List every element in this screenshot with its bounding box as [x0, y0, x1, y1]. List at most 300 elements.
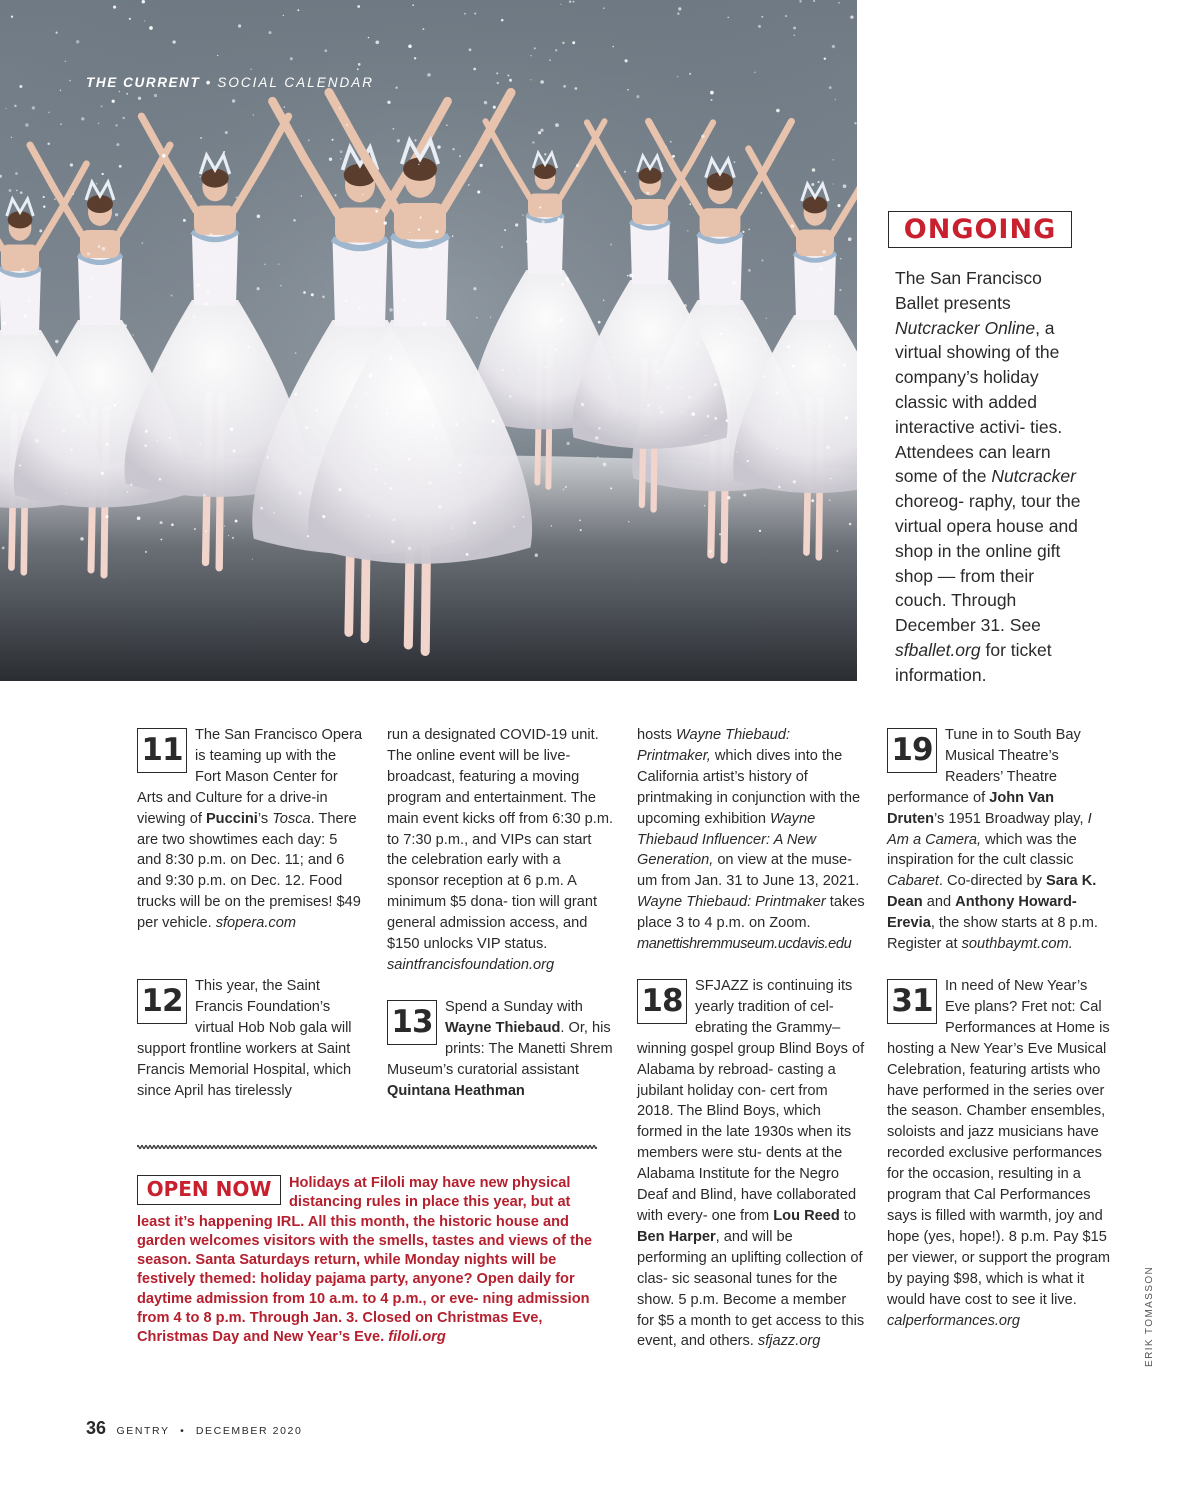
snowflake	[438, 505, 442, 509]
snowflake	[379, 283, 380, 284]
snowflake	[102, 173, 104, 175]
snowflake	[848, 237, 852, 241]
snowflake	[624, 59, 627, 62]
snowflake	[113, 6, 116, 9]
date-number: 31	[887, 979, 937, 1024]
page-footer	[86, 1418, 302, 1439]
snowflake	[573, 1, 575, 3]
snowflake	[838, 2, 839, 3]
snowflake	[677, 12, 679, 14]
snowflake	[692, 412, 696, 416]
snowflake	[778, 421, 780, 423]
snowflake	[39, 229, 42, 232]
snowflake	[401, 246, 403, 248]
snowflake	[501, 19, 504, 22]
snowflake	[334, 194, 336, 196]
snowflake	[43, 205, 45, 207]
snowflake	[455, 423, 458, 426]
snowflake	[414, 139, 416, 141]
snowflake	[473, 287, 476, 290]
snowflake	[704, 505, 706, 507]
snowflake	[689, 73, 691, 75]
snowflake	[452, 148, 454, 150]
snowflake	[540, 129, 543, 132]
snowflake	[532, 141, 534, 143]
col3-link[interactable]: manettishremmuseum.ucdavis.edu	[637, 936, 852, 953]
col3-i1: Wayne Thiebaud: Printmaker,	[637, 727, 791, 764]
snowflake	[422, 28, 424, 30]
snowflake	[837, 204, 840, 207]
snowflake	[668, 387, 670, 389]
snowflake	[791, 224, 794, 227]
snowflake	[761, 259, 763, 261]
ongoing-t3: , a virtual showing of the company’s holiday classic with added interactive activi- ties. Attendees can learn some of the	[895, 317, 1063, 487]
snowflake	[811, 183, 814, 186]
e19-t6: , the show starts at 8 p.m. Register at	[887, 915, 1098, 953]
snowflake	[561, 283, 564, 286]
e19-b3: Anthony Howard- Erevia	[887, 894, 1077, 932]
snowflake	[697, 343, 700, 346]
snowflake	[610, 244, 612, 246]
snowflake	[504, 229, 506, 231]
snowflake	[627, 89, 629, 91]
snowflake	[11, 16, 13, 18]
snowflake	[105, 442, 109, 446]
snowflake	[624, 171, 626, 173]
snowflake	[315, 409, 317, 411]
snowflake	[688, 396, 691, 399]
e11-link[interactable]: sfopera.com	[215, 915, 296, 932]
snowflake	[766, 318, 767, 319]
snowflake	[761, 16, 763, 18]
snowflake	[145, 551, 147, 553]
col3-t2: which dives into the California artist’s history of printmaking in conjunction with the upcoming exhibition	[637, 747, 861, 827]
snowflake	[603, 7, 605, 9]
e11-t2: ’s	[257, 810, 273, 827]
snowflake	[836, 550, 838, 552]
snowflake	[569, 0, 571, 2]
snowflake	[799, 0, 801, 2]
snowflake	[369, 374, 373, 378]
snowflake	[565, 486, 567, 488]
snowflake	[660, 411, 663, 414]
hero-photo	[0, 0, 857, 681]
snowflake	[366, 391, 369, 394]
magazine-name: GENTRY	[116, 1425, 170, 1437]
snowflake	[205, 303, 208, 306]
snowflake	[613, 46, 614, 47]
open-now-label: OPEN NOW	[137, 1175, 281, 1205]
ongoing-link[interactable]: sfballet.org	[895, 639, 981, 660]
snowflake	[720, 333, 722, 335]
snowflake	[613, 357, 615, 359]
snowflake	[748, 269, 751, 272]
snowflake	[849, 523, 852, 526]
snowflake	[409, 232, 410, 233]
ongoing-text	[895, 266, 1090, 688]
snowflake	[726, 419, 729, 422]
snowflake	[464, 13, 466, 15]
snowflake	[88, 296, 92, 300]
snowflake	[468, 184, 470, 186]
snowflake	[403, 298, 406, 301]
column-3-text	[637, 725, 865, 955]
snowflake	[183, 219, 186, 222]
open-now-link[interactable]: filoli.org	[388, 1329, 446, 1346]
snowflake	[665, 146, 666, 147]
col3-t3: on view at the muse- um from Jan. 31 to June 13, 2021.	[637, 852, 860, 890]
snowflake	[217, 55, 218, 56]
snowflake	[817, 181, 819, 183]
snowflake	[236, 196, 238, 198]
snowflake	[629, 274, 633, 278]
snowflake	[575, 87, 578, 90]
snowflake	[47, 143, 50, 146]
snowflake	[845, 416, 849, 420]
snowflake	[223, 151, 225, 153]
snowflake	[390, 487, 393, 490]
snowflake	[119, 91, 121, 93]
snowflake	[35, 439, 39, 443]
entry-19	[887, 725, 1115, 955]
snowflake	[459, 464, 462, 467]
snowflake	[743, 493, 746, 496]
e18-t2: to	[839, 1207, 856, 1224]
snowflake	[490, 317, 491, 318]
snowflake	[76, 40, 79, 43]
snowflake	[56, 32, 58, 34]
snowflake	[701, 134, 705, 138]
snowflake	[21, 268, 24, 271]
photo-credit: ERIK TOMASSON	[1144, 1265, 1155, 1367]
snowflake	[539, 207, 541, 209]
snowflake	[297, 9, 299, 11]
snowflake	[339, 107, 341, 109]
snowflake	[427, 73, 431, 77]
snowflake	[60, 90, 61, 91]
snowflake	[389, 308, 393, 312]
snowflake	[787, 345, 790, 348]
e13-b1: Wayne Thiebaud	[445, 1019, 561, 1036]
snowflake	[24, 314, 27, 317]
snowflake	[130, 484, 132, 486]
e13-t2: . Or, his prints: The Manetti Shrem Museum’s curatorial assistant	[387, 1019, 613, 1078]
snowflake	[358, 307, 361, 310]
snowflake	[554, 348, 557, 351]
snowflake	[595, 436, 598, 439]
e19-t5: and	[922, 894, 956, 911]
snowflake	[137, 516, 141, 520]
snowflake	[264, 264, 266, 266]
snowflake	[776, 109, 780, 113]
snowflake	[647, 404, 649, 406]
snowflake	[491, 419, 495, 423]
snowflake	[295, 393, 298, 396]
snowflake	[657, 370, 660, 373]
squiggle-divider	[137, 1142, 597, 1152]
snowflake	[2, 546, 5, 549]
snowflake	[840, 258, 841, 259]
snowflake	[839, 289, 841, 291]
snowflake	[170, 294, 172, 296]
ballet-illustration	[0, 0, 857, 681]
snowflake	[160, 539, 162, 541]
snowflake	[232, 99, 235, 102]
snowflake	[253, 114, 254, 115]
snowflake	[144, 20, 145, 21]
snowflake	[145, 430, 148, 433]
snowflake	[250, 68, 252, 70]
col3-i3: Wayne Thiebaud: Printmaker	[637, 894, 826, 911]
snowflake	[305, 426, 308, 429]
snowflake	[359, 252, 361, 254]
snowflake	[710, 91, 714, 95]
snowflake	[54, 198, 56, 200]
snowflake	[754, 340, 756, 342]
snowflake	[484, 101, 487, 104]
snowflake	[681, 411, 682, 412]
snowflake	[431, 423, 434, 426]
snowflake	[560, 4, 561, 5]
snowflake	[387, 101, 390, 104]
snowflake	[391, 540, 395, 544]
snowflake	[69, 80, 71, 82]
snowflake	[425, 392, 428, 395]
snowflake	[295, 352, 296, 353]
snowflake	[11, 137, 13, 139]
snowflake	[420, 216, 422, 218]
snowflake	[15, 172, 18, 175]
snowflake	[55, 340, 58, 343]
snowflake	[747, 460, 749, 462]
snowflake	[64, 61, 66, 63]
snowflake	[727, 496, 730, 499]
snowflake	[199, 176, 201, 178]
snowflake	[301, 195, 302, 196]
snowflake	[433, 426, 435, 428]
snowflake	[322, 515, 325, 518]
snowflake	[368, 37, 369, 38]
snowflake	[793, 480, 796, 483]
snowflake	[119, 165, 122, 168]
snowflake	[493, 106, 496, 109]
snowflake	[325, 49, 328, 52]
snowflake	[101, 472, 104, 475]
e18-t3: , and will be performing an uplifting collection of clas- sic seasonal tunes for the show. 5 p.m. Become a member for $5 a month to get access to this event, and others.	[637, 1228, 865, 1350]
snowflake	[428, 481, 431, 484]
snowflake	[8, 189, 11, 192]
snowflake	[257, 287, 260, 290]
snowflake	[418, 228, 420, 230]
snowflake	[116, 143, 119, 146]
snowflake	[501, 246, 502, 247]
snowflake	[829, 86, 832, 89]
snowflake	[732, 281, 735, 284]
snowflake	[278, 263, 280, 265]
e11-t1: The San Francisco Opera is teaming up with the Fort Mason Center for Arts and Culture for a drive-in viewing of	[137, 727, 363, 827]
snowflake	[435, 230, 438, 233]
snowflake	[25, 123, 29, 127]
snowflake	[193, 315, 196, 318]
snowflake	[384, 221, 387, 224]
snowflake	[3, 322, 6, 325]
snowflake	[572, 41, 575, 44]
snowflake	[603, 300, 604, 301]
snowflake	[114, 404, 117, 407]
snowflake	[161, 362, 163, 364]
snowflake	[338, 488, 341, 491]
snowflake	[236, 327, 238, 329]
snowflake	[660, 167, 663, 170]
snowflake	[199, 444, 201, 446]
snowflake	[530, 79, 531, 80]
date-number: 12	[137, 979, 187, 1024]
snowflake	[207, 364, 209, 366]
snowflake	[683, 304, 687, 308]
snowflake	[549, 59, 551, 61]
snowflake	[159, 365, 161, 367]
snowflake	[298, 491, 301, 494]
snowflake	[628, 521, 629, 522]
ongoing-title: Nutcracker Online	[895, 317, 1036, 338]
snowflake	[87, 252, 90, 255]
date-number: 19	[887, 728, 937, 773]
entry-13	[387, 997, 615, 1102]
e31-link[interactable]: calperformances.org	[887, 1312, 1021, 1329]
snowflake	[126, 93, 128, 95]
snowflake	[437, 145, 440, 148]
snowflake	[734, 161, 735, 162]
snowflake	[477, 190, 480, 193]
snowflake	[329, 158, 332, 161]
snowflake	[762, 375, 764, 377]
snowflake	[670, 141, 672, 143]
snowflake	[636, 95, 639, 98]
snowflake	[393, 518, 396, 521]
snowflake	[196, 283, 200, 287]
e19-link[interactable]: southbaymt.com.	[961, 936, 1073, 953]
snowflake	[142, 0, 145, 3]
snowflake	[793, 27, 796, 30]
snowflake	[672, 155, 675, 158]
snowflake	[567, 280, 570, 283]
snowflake	[760, 192, 762, 194]
snowflake	[225, 131, 228, 134]
snowflake	[367, 515, 369, 517]
snowflake	[115, 124, 117, 126]
snowflake	[824, 57, 826, 59]
snowflake	[144, 444, 147, 447]
snowflake	[794, 35, 795, 36]
date-number: 11	[137, 728, 187, 773]
entry-11	[137, 725, 365, 934]
ongoing-title2: Nutcracker	[991, 466, 1076, 487]
snowflake	[473, 521, 476, 524]
snowflake	[833, 159, 834, 160]
snowflake	[681, 387, 682, 388]
snowflake	[828, 345, 830, 347]
snowflake	[563, 85, 566, 88]
snowflake	[608, 377, 609, 378]
e31-t1: In need of New Year’s Eve plans? Fret not: Cal Performances at Home is hosting a New Year’s Eve Musical Celebration, featuring artists who have performed in the series over the season. Chamber ensembles, soloists and jazz musicians have recorded exclusive performances for the occasion, resulting in a program that Cal Performances says is filled with warmth, joy and hope (yes, hope!). 8 p.m. Pay $15 per viewer, or support the program by paying $98, which is what it would have cost to see it live.	[887, 978, 1111, 1308]
snowflake	[501, 369, 503, 371]
snowflake	[728, 17, 729, 18]
snowflake	[293, 219, 296, 222]
snowflake	[205, 530, 207, 532]
snowflake	[16, 190, 18, 192]
snowflake	[384, 483, 386, 485]
col3-t4: takes place 3 to 4 p.m. on Zoom.	[637, 894, 865, 932]
col2-link[interactable]: saintfrancisfoundation.org	[387, 956, 555, 973]
snowflake	[210, 233, 212, 235]
ongoing-t1: The San Francisco Ballet presents	[895, 268, 1042, 313]
e11-i1: Tosca	[272, 810, 311, 827]
snowflake	[211, 422, 212, 423]
snowflake	[122, 117, 124, 119]
snowflake	[507, 75, 509, 77]
e18-link[interactable]: sfjazz.org	[757, 1333, 821, 1350]
snowflake	[232, 449, 235, 452]
snowflake	[235, 520, 238, 523]
snowflake	[73, 193, 75, 195]
snowflake	[176, 396, 178, 398]
snowflake	[497, 82, 499, 84]
snowflake	[838, 359, 840, 361]
snowflake	[101, 105, 103, 107]
snowflake	[6, 108, 7, 109]
snowflake	[408, 45, 412, 49]
snowflake	[224, 525, 226, 527]
snowflake	[469, 48, 472, 51]
snowflake	[247, 346, 250, 349]
snowflake	[776, 448, 777, 449]
snowflake	[580, 529, 582, 531]
snowflake	[435, 438, 437, 440]
date-number: 18	[637, 979, 687, 1024]
snowflake	[238, 24, 241, 27]
snowflake	[345, 300, 347, 302]
snowflake	[375, 468, 377, 470]
snowflake	[627, 275, 629, 277]
snowflake	[452, 235, 454, 237]
snowflake	[714, 417, 717, 420]
snowflake	[397, 139, 400, 142]
snowflake	[355, 406, 357, 408]
e19-t3: which was the inspiration for the cult classic	[887, 831, 1077, 869]
e19-b1: John Van Druten	[887, 789, 1055, 827]
snowflake	[20, 191, 23, 194]
subsection-name: SOCIAL CALENDAR	[217, 75, 374, 90]
snowflake	[545, 366, 547, 368]
snowflake	[776, 391, 779, 394]
snowflake	[541, 220, 544, 223]
snowflake	[28, 300, 31, 303]
e19-i1: I Am a Camera,	[887, 810, 1092, 848]
e13-t1: Spend a Sunday with	[445, 999, 583, 1015]
open-now-text: Holidays at Filoli may have new physical distancing rules in place this year, but at least it’s happening IRL. All this month, the historic house and garden welcomes visitors with the smells, tastes and views of the season. Santa Saturdays return, while Monday nights will be festively themed: holiday pajama party, anyone? Open daily for daytime admission from 10 a.m. to 4 p.m., or eve- ning admission from 4 to 8 p.m. Through Jan. 3. Closed on Christmas Eve, Christmas Day and New Year’s Eve.	[137, 1175, 592, 1346]
snowflake	[375, 40, 379, 44]
issue-date: DECEMBER 2020	[195, 1425, 303, 1437]
snowflake	[267, 456, 269, 458]
snowflake	[105, 515, 108, 518]
snowflake	[252, 559, 253, 560]
snowflake	[132, 334, 133, 335]
snowflake	[395, 86, 397, 88]
snowflake	[232, 537, 234, 539]
snowflake	[534, 47, 536, 49]
snowflake	[854, 122, 856, 124]
snowflake	[340, 150, 343, 153]
